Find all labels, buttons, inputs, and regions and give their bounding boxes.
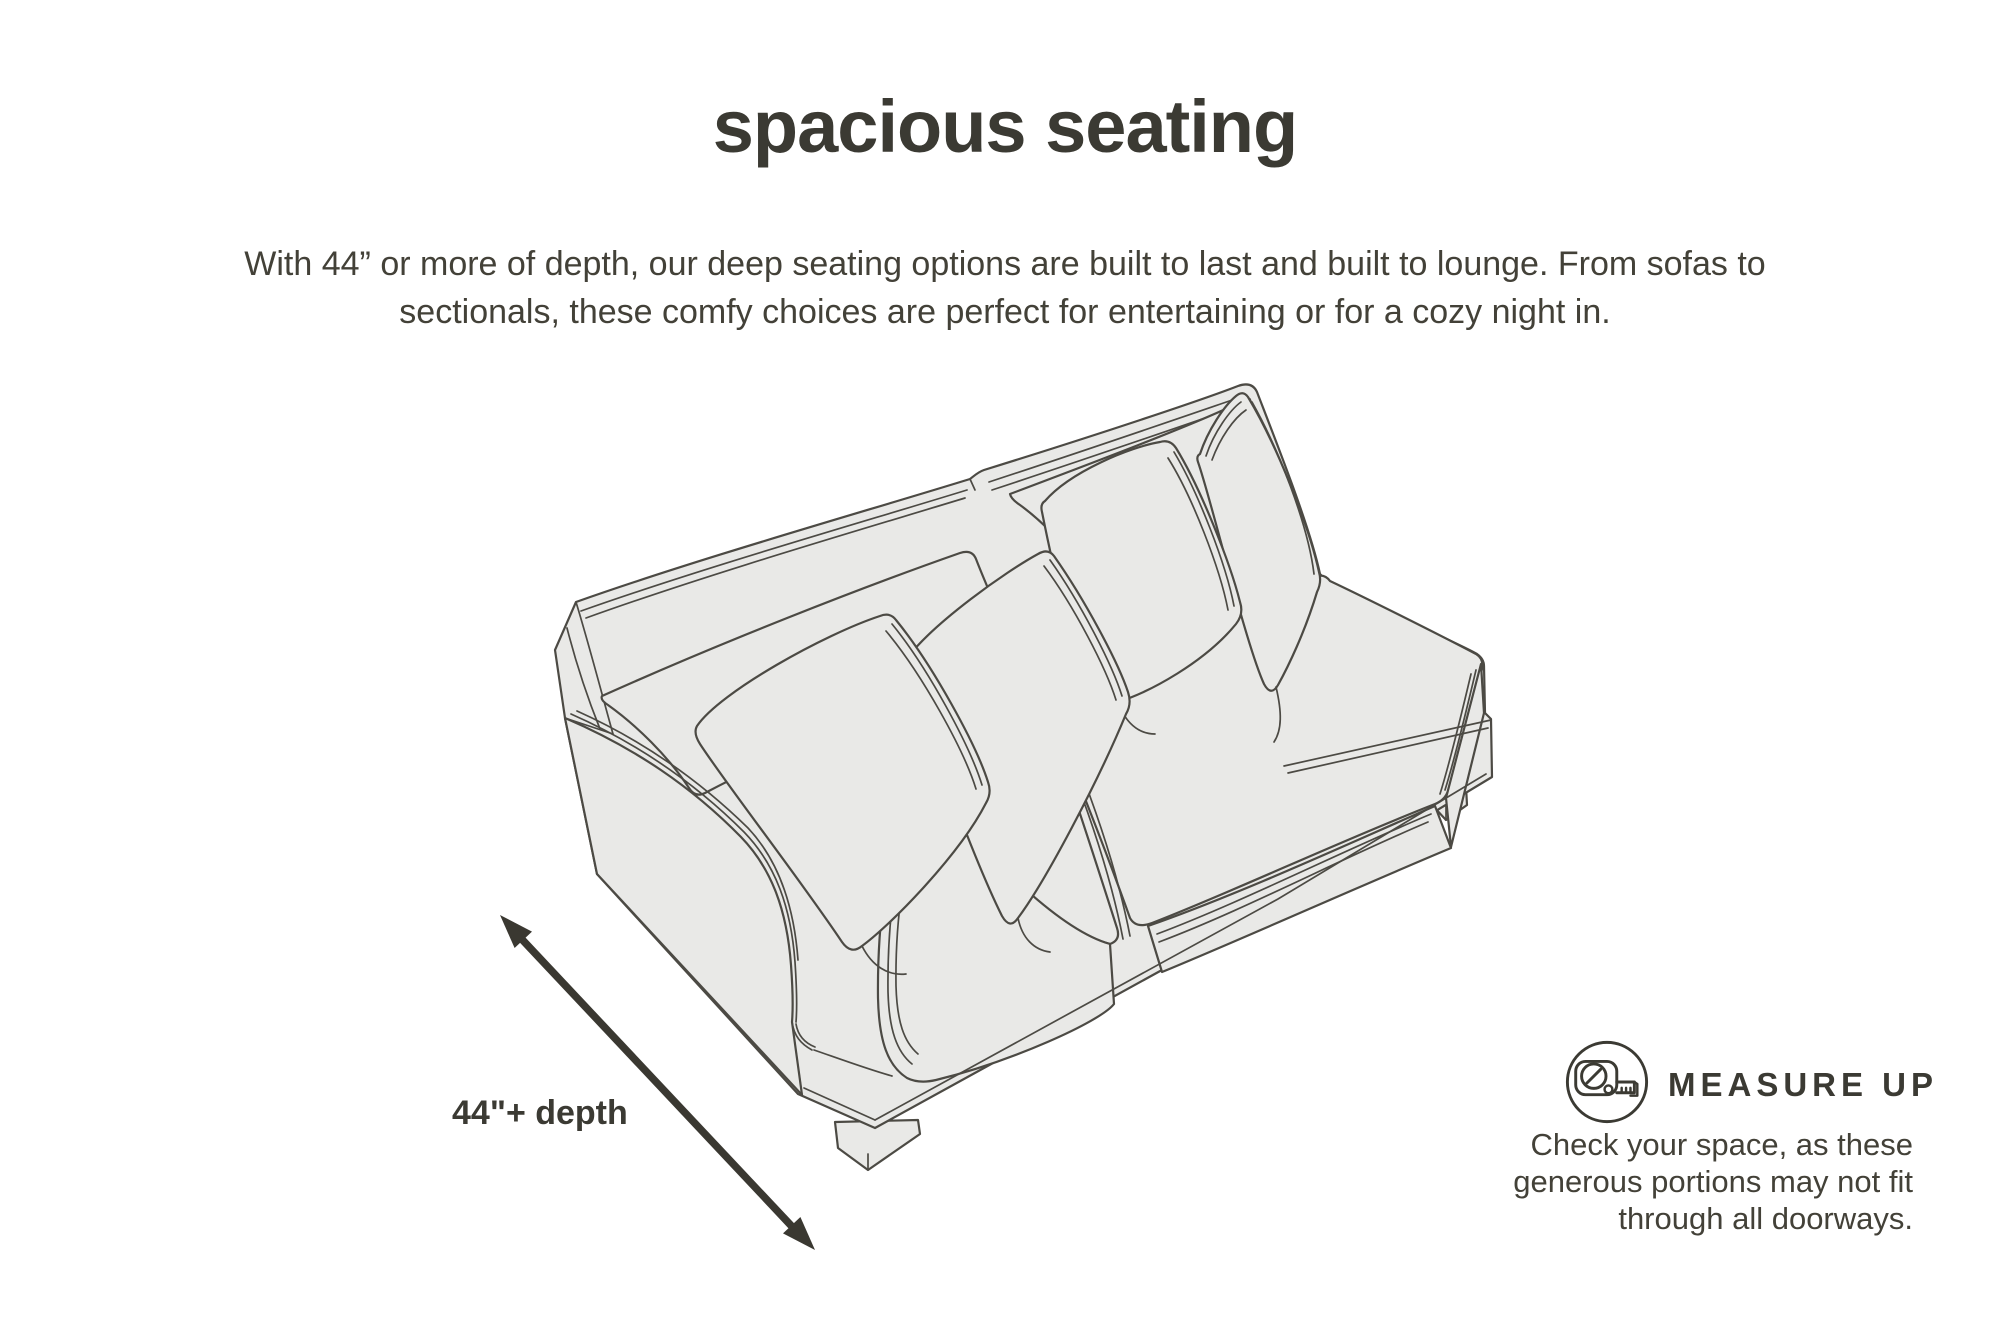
intro-description: With 44” or more of depth, our deep seating options are built to last and built to lounge. From sofas to sectionals, these comfy choices are perfect for entertaining or for a cozy night in. [244,245,1766,331]
depth-arrow-icon [470,895,890,1285]
page-title: spacious seating [712,85,1298,168]
measure-up-note: Check your space, as these generous portions may not fit through all doorways. [1513,1127,1913,1236]
depth-dimension-label: 44"+ depth [452,1094,628,1132]
tape-measure-icon [1563,1038,1651,1126]
measure-up-heading: MEASURE UP [1668,1066,1939,1103]
